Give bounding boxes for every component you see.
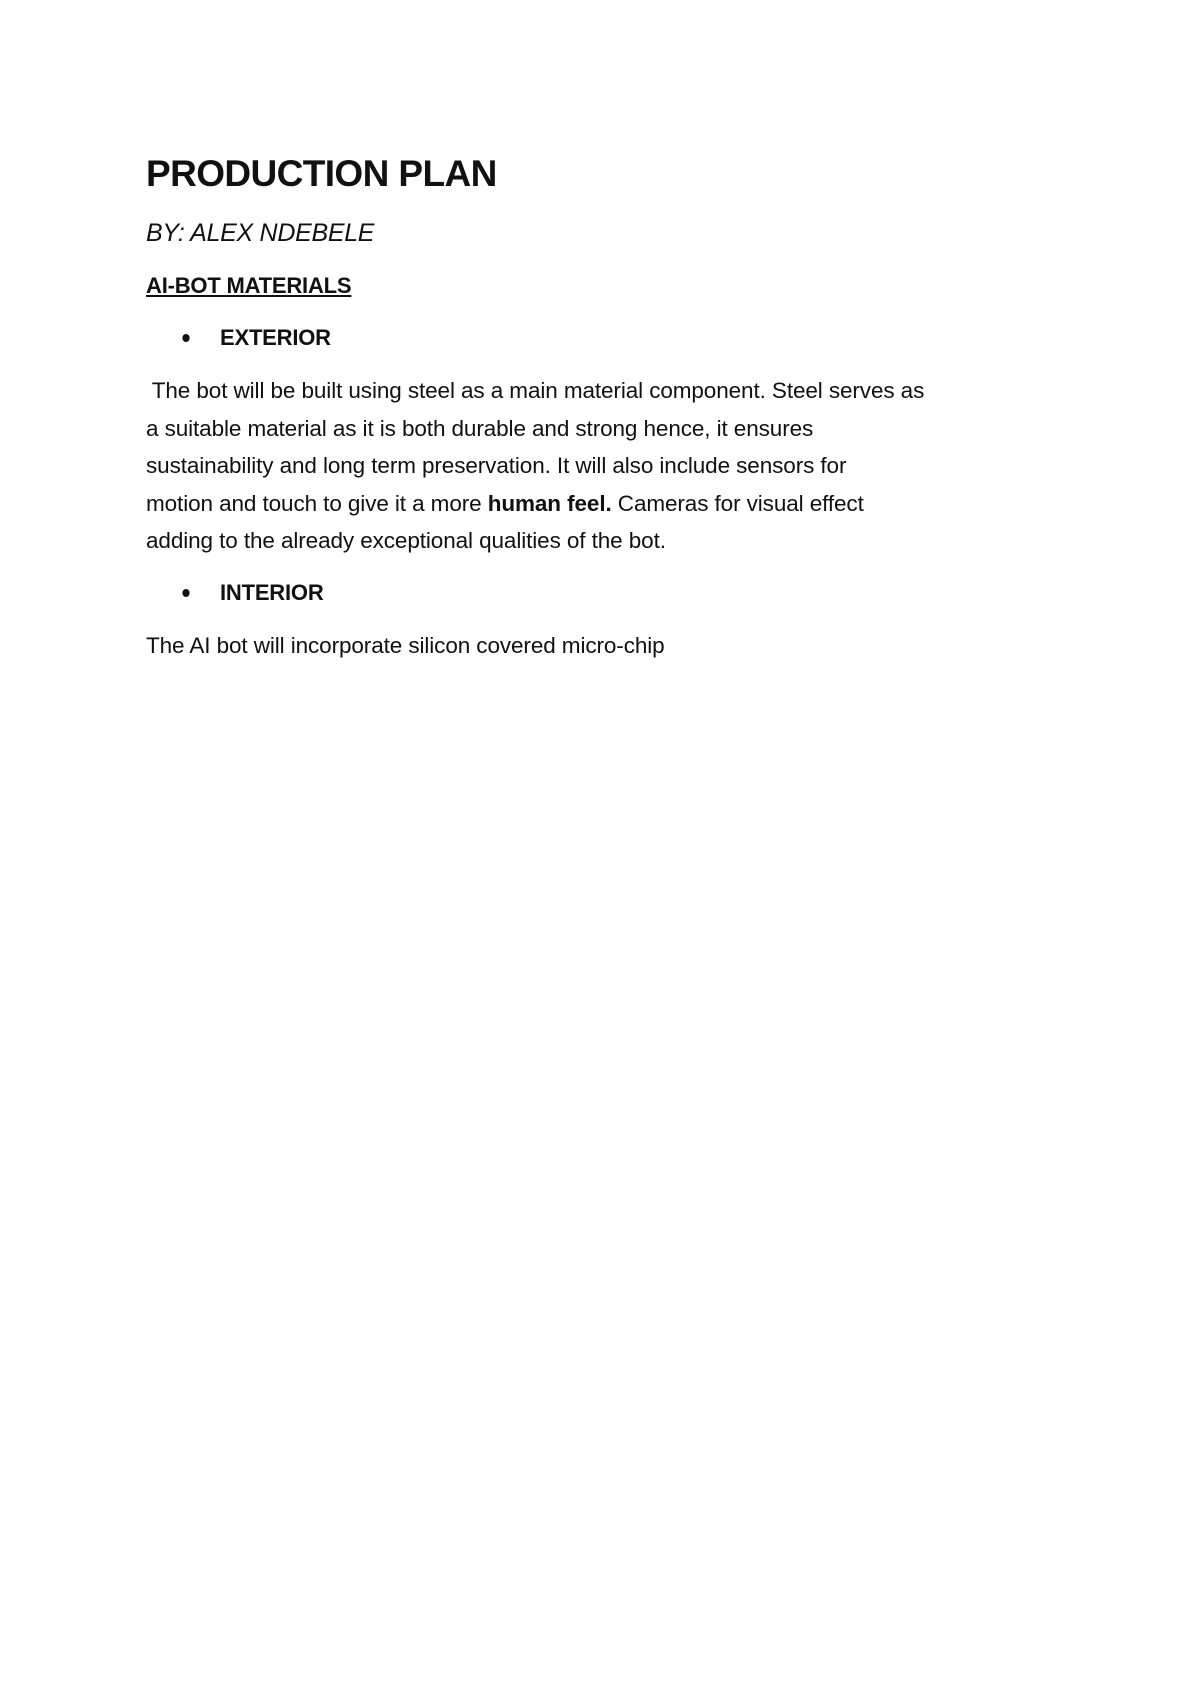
bullet-exterior: [182, 321, 1066, 355]
bullet-interior: [182, 576, 1066, 610]
bullet-dot-icon: [182, 589, 189, 597]
paragraph-line: a suitable material as it is both durable and strong hence, it ensures: [146, 415, 814, 441]
paragraph-line: The bot will be built using steel as a main material component. Steel serves as: [146, 378, 925, 403]
emphasis-text: human feel.: [487, 490, 612, 516]
paragraph-line: adding to the already exceptional qualities of the bot.: [146, 528, 666, 553]
bullet-label-exterior: EXTERIOR: [220, 325, 331, 350]
paragraph-text: motion and touch to give it a more: [146, 490, 488, 516]
section-heading-materials: AI-BOT MATERIALS: [146, 273, 352, 298]
paragraph-text: Cameras for visual effect: [611, 490, 864, 516]
document-body: [146, 150, 1066, 664]
paragraph-line: [146, 485, 1066, 523]
paragraph-exterior: [146, 372, 1066, 560]
bullet-label-interior: INTERIOR: [220, 579, 324, 605]
bullet-dot-icon: [182, 334, 189, 342]
paragraph-line: sustainability and long term preservation. It will also include sensors for: [146, 453, 847, 478]
paragraph-interior: The AI bot will incorporate silicon covered micro-chip: [146, 632, 665, 658]
document-title: PRODUCTION PLAN: [146, 153, 497, 194]
document-author: BY: ALEX NDEBELE: [146, 219, 375, 247]
